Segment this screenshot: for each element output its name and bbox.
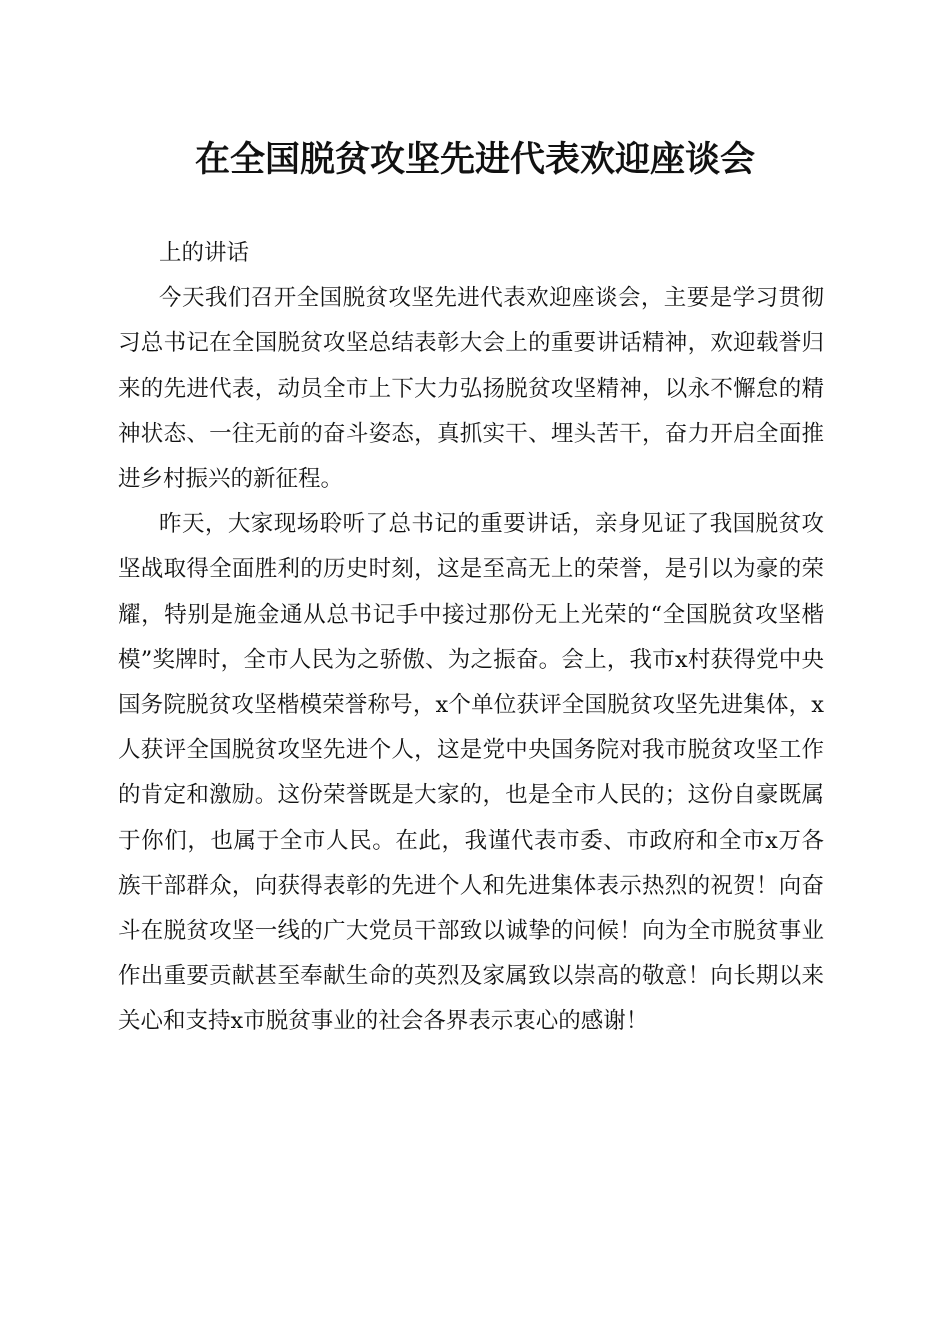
paragraph-main: 昨天，大家现场聆听了总书记的重要讲话，亲身见证了我国脱贫攻坚战取得全面胜利的历史时刻，这是至高无上的荣誉，是引以为豪的荣耀，特别是施金通从总书记手中接过那份无上光荣的“全国脱贫攻坚楷模”奖牌时，全市人民为之骄傲、为之振奋。会上，我市x村获得党中央国务院脱贫攻坚楷模荣誉称号，x个单位获评全国脱贫攻坚先进集体，x人获评全国脱贫攻坚先进个人，这是党中央国务院对我市脱贫攻坚工作的肯定和激励。这份荣誉既是大家的，也是全市人民的；这份自豪既属于你们，也属于全市人民。在此，我谨代表市委、市政府和全市x万各族干部群众，向获得表彰的先进个人和先进集体表示热烈的祝贺！向奋斗在脱贫攻坚一线的广大党员干部致以诚挚的问候！向为全市脱贫事业作出重要贡献甚至奉献生命的英烈及家属致以崇高的敬意！向长期以来关心和支持x市脱贫事业的社会各界表示衷心的感谢！ xyxy=(118,511,824,1035)
paragraph-subtitle: 上的讲话 xyxy=(159,240,250,266)
document-body xyxy=(118,231,824,1045)
document-title: 在全国脱贫攻坚先进代表欢迎座谈会 xyxy=(194,139,755,180)
paragraph-intro: 今天我们召开全国脱贫攻坚先进代表欢迎座谈会，主要是学习贯彻习总书记在全国脱贫攻坚总结表彰大会上的重要讲话精神，欢迎载誉归来的先进代表，动员全市上下大力弘扬脱贫攻坚精神，以永不懈怠的精神状态、一往无前的奋斗姿态，真抓实干、埋头苦干，奋力开启全面推进乡村振兴的新征程。 xyxy=(118,285,824,493)
